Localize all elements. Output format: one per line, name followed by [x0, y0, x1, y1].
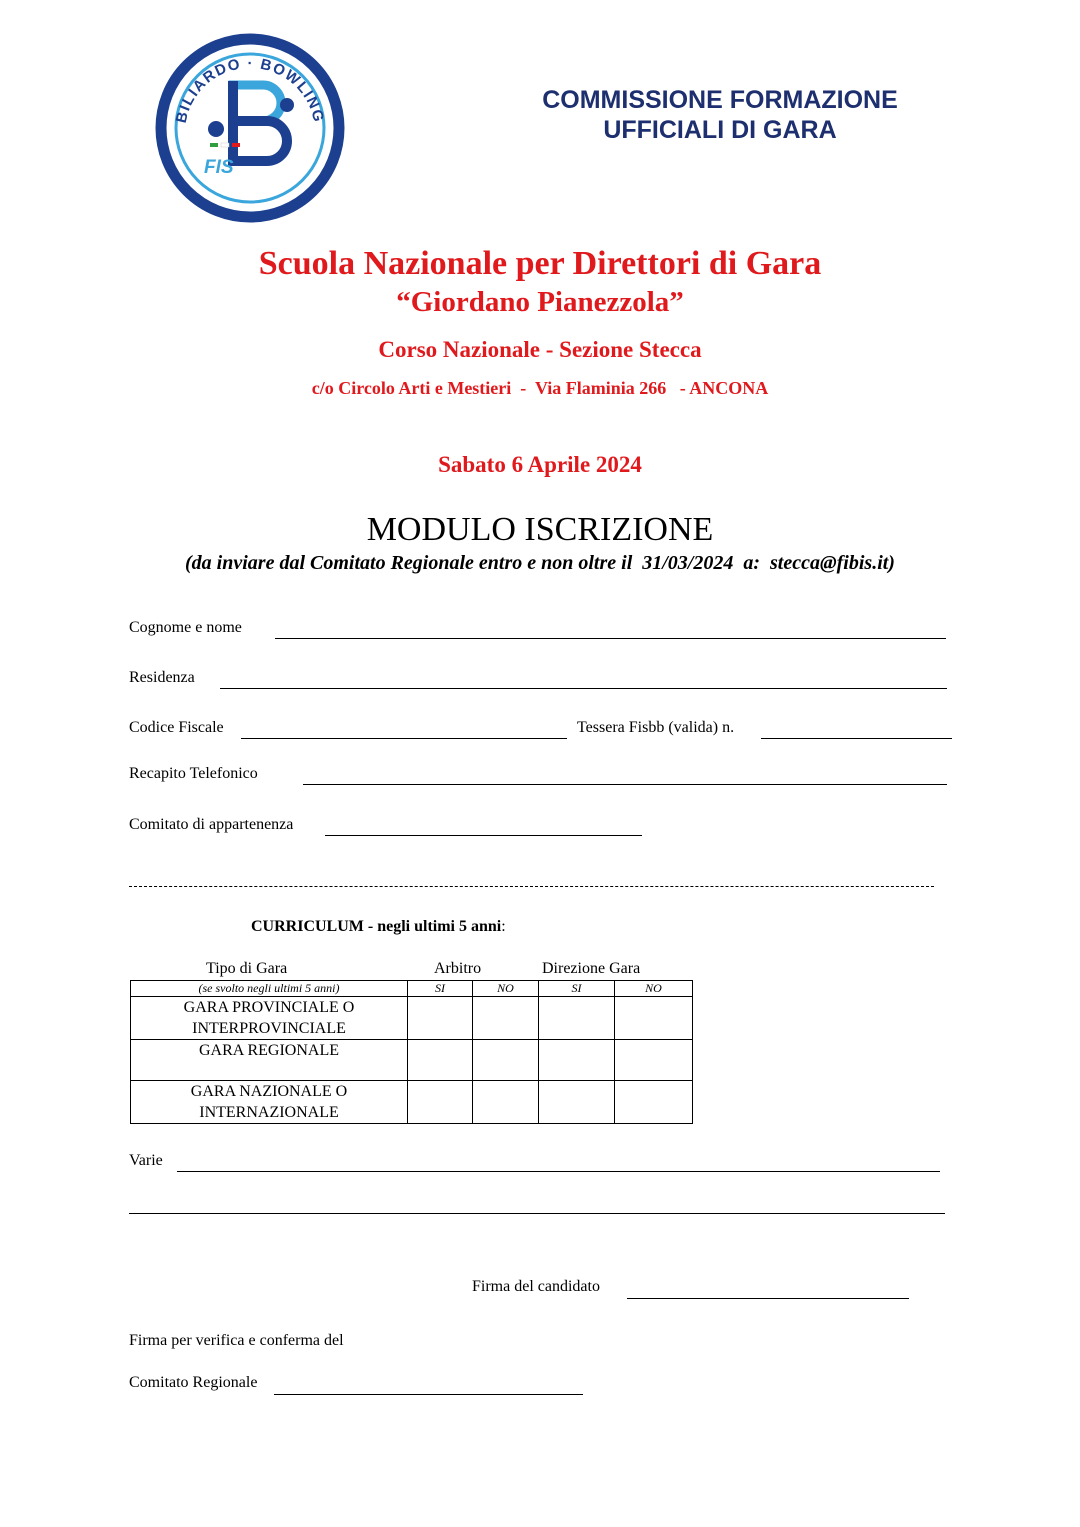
subheader-direction-yes: SI [539, 981, 615, 997]
card-number-field[interactable] [761, 722, 952, 739]
table-row [131, 1040, 693, 1081]
candidate-signature-field[interactable] [627, 1282, 909, 1299]
misc-field[interactable] [177, 1155, 940, 1172]
direction-no-cell[interactable] [615, 1081, 693, 1124]
row-type-line1: GARA PROVINCIALE O [183, 999, 355, 1016]
name-label: Cognome e nome [129, 619, 242, 636]
course-name: Corso Nazionale - Sezione Stecca [378, 337, 702, 362]
section-divider [129, 886, 934, 887]
referee-no-cell[interactable] [473, 997, 539, 1040]
curriculum-heading-text: CURRICULUM - negli ultimi 5 anni [251, 918, 502, 935]
row-type-cell [131, 1040, 408, 1081]
curriculum-heading-suffix: : [501, 918, 506, 935]
card-label: Tessera Fisbb (valida) n. [577, 719, 735, 736]
commission-line-2: UFFICIALI DI GARA [603, 116, 837, 144]
direction-yes-cell[interactable] [539, 1040, 615, 1081]
col-direction-header: Direzione Gara [542, 960, 641, 977]
name-field[interactable] [275, 622, 946, 639]
form-subtitle: (da inviare dal Comitato Regionale entro e non oltre il 31/03/2024 a: stecca@fibis.it) [185, 552, 895, 574]
committee-label: Comitato di appartenenza [129, 816, 294, 833]
referee-yes-cell[interactable] [408, 1040, 473, 1081]
direction-no-cell[interactable] [615, 1040, 693, 1081]
table-subheader-row [131, 981, 693, 997]
row-type-line2: INTERNAZIONALE [199, 1104, 339, 1121]
commission-title [500, 85, 940, 145]
subheader-note: (se svolto negli ultimi 5 anni) [131, 981, 408, 997]
residence-field[interactable] [220, 672, 947, 689]
curriculum-heading [251, 918, 506, 936]
form-title: MODULO ISCRIZIONE [366, 511, 714, 548]
residence-label: Residenza [129, 669, 195, 686]
col-type-header: Tipo di Gara [206, 960, 288, 977]
regional-committee-signature-field[interactable] [274, 1378, 583, 1395]
row-type-cell [131, 997, 408, 1040]
subheader-referee-no: NO [473, 981, 539, 997]
row-type-line1: GARA REGIONALE [199, 1042, 339, 1059]
fiscal-code-label: Codice Fiscale [129, 719, 224, 736]
col-referee-header: Arbitro [434, 960, 482, 977]
subheader-referee-yes: SI [408, 981, 473, 997]
candidate-signature-label: Firma del candidato [472, 1278, 600, 1295]
row-type-cell [131, 1081, 408, 1124]
school-name: “Giordano Pianezzola” [396, 286, 684, 318]
svg-text:FIS: FIS [204, 157, 234, 178]
table-row [131, 1081, 693, 1124]
course-date: Sabato 6 Aprile 2024 [438, 452, 642, 477]
school-title: Scuola Nazionale per Direttori di Gara [258, 245, 822, 282]
fiscal-code-field[interactable] [241, 722, 567, 739]
svg-text:BILIARDO · BOWLING: BILIARDO · BOWLING [172, 54, 328, 125]
phone-label: Recapito Telefonico [129, 765, 258, 782]
row-type-line1: GARA NAZIONALE O [190, 1083, 348, 1100]
subheader-direction-no: NO [615, 981, 693, 997]
committee-field[interactable] [325, 819, 642, 836]
phone-field[interactable] [303, 768, 947, 785]
curriculum-table [130, 980, 693, 1124]
table-row [131, 997, 693, 1040]
fibis-logo [155, 33, 345, 223]
commission-line-1: COMMISSIONE FORMAZIONE [542, 86, 898, 114]
course-venue: c/o Circolo Arti e Mestieri - Via Flaminia 266 - ANCONA [311, 378, 769, 398]
misc-label: Varie [129, 1152, 163, 1169]
verify-label: Firma per verifica e conferma del [129, 1332, 344, 1349]
regional-committee-label: Comitato Regionale [129, 1374, 258, 1391]
referee-yes-cell[interactable] [408, 1081, 473, 1124]
direction-yes-cell[interactable] [539, 1081, 615, 1124]
row-type-line2: INTERPROVINCIALE [192, 1020, 346, 1037]
direction-no-cell[interactable] [615, 997, 693, 1040]
referee-no-cell[interactable] [473, 1081, 539, 1124]
misc-field-line-2[interactable] [129, 1197, 945, 1214]
direction-yes-cell[interactable] [539, 997, 615, 1040]
referee-no-cell[interactable] [473, 1040, 539, 1081]
logo-emblem [155, 33, 345, 223]
referee-yes-cell[interactable] [408, 997, 473, 1040]
